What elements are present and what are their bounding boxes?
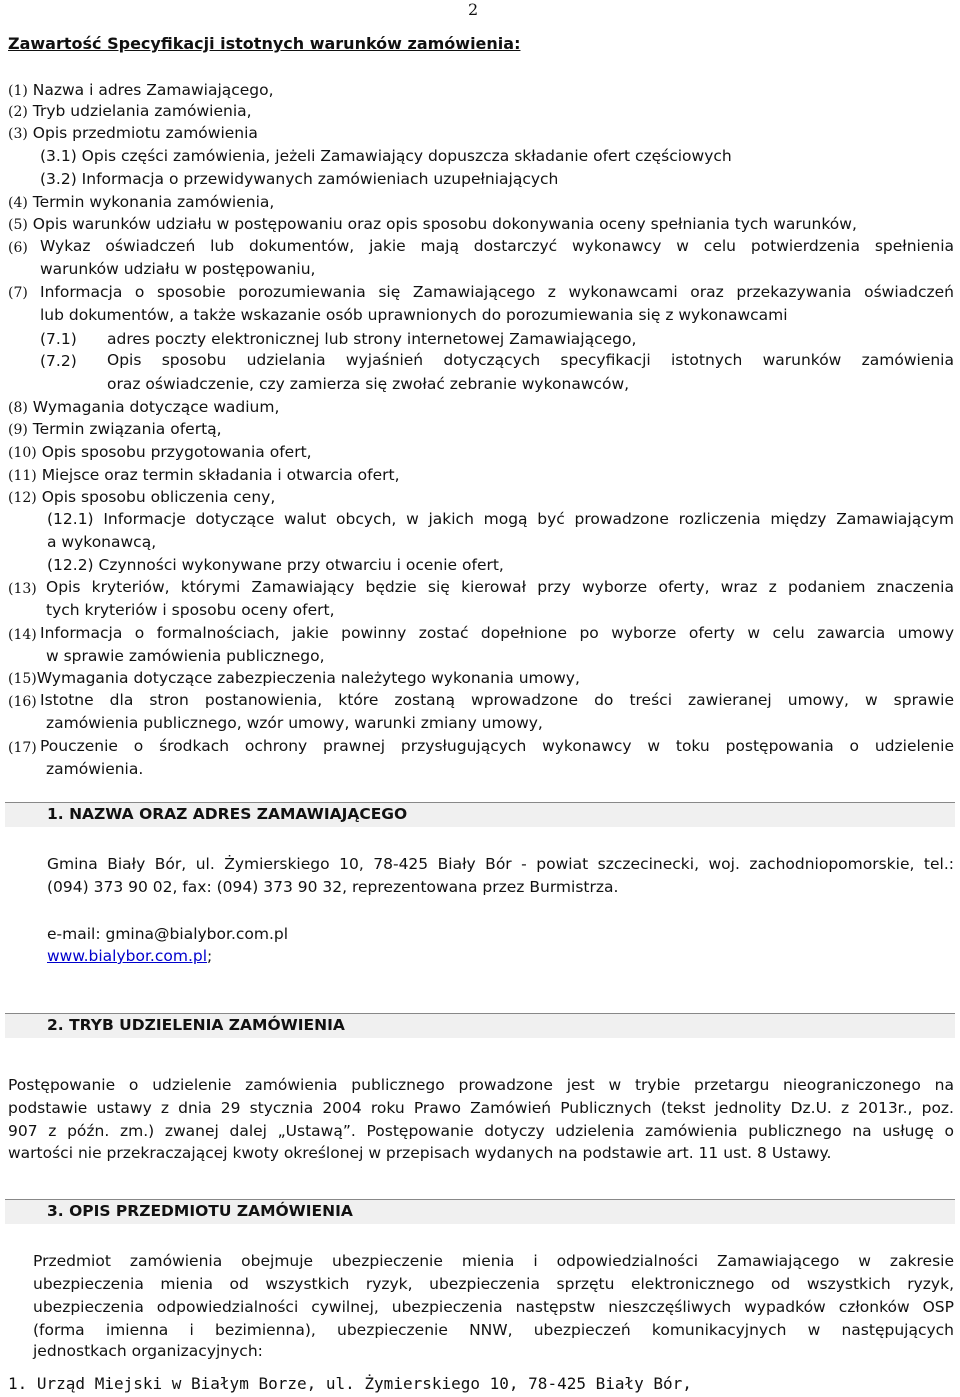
toc-item: (9) Termin związania ofertą,: [8, 420, 222, 438]
s2-paragraph-line: podstawie ustawy z dnia 29 stycznia 2004 roku Prawo Zamówień Publicznych (tekst jednolity Dz.U. z 2013r., poz.: [8, 1099, 954, 1117]
toc-item: (1) Nazwa i adres Zamawiającego,: [8, 81, 274, 99]
section-2-heading: 2. TRYB UDZIELENIA ZAMÓWIENIA: [47, 1016, 345, 1034]
toc-title: Zawartość Specyfikacji istotnych warunków zamówienia:: [8, 34, 521, 53]
toc-item: (8) Wymagania dotyczące wadium,: [8, 398, 280, 416]
toc-item: (12.1) Informacje dotyczące walut obcych, w jakich mogą być prowadzone rozliczenia między Zamawiającym: [47, 510, 954, 528]
toc-item: (5) Opis warunków udziału w postępowaniu oraz opis sposobu dokonywania oceny spełniania tych warunków,: [8, 215, 857, 233]
s3-paragraph-line: jednostkach organizacyjnych:: [33, 1342, 263, 1360]
toc-item: (2) Tryb udzielania zamówienia,: [8, 102, 252, 120]
website-link[interactable]: www.bialybor.com.pl: [47, 947, 208, 965]
toc-item: Informacja o sposobie porozumiewania się Zamawiającego z wykonawcami oraz przekazywania oświadczeń: [40, 283, 954, 301]
toc-item: Wykaz oświadczeń lub dokumentów, jakie mają dostarczyć wykonawcy w celu potwierdzenia spełnienia: [40, 237, 954, 255]
website-line: www.bialybor.com.pl;: [47, 947, 213, 965]
toc-number: (6): [8, 240, 28, 256]
toc-number: (13): [8, 581, 37, 597]
s3-paragraph-line: Przedmiot zamówienia obejmuje ubezpieczenie mienia i odpowiedzialności Zamawiającego w zakresie: [33, 1252, 954, 1270]
s3-paragraph-line: ubezpieczenia odpowiedzialności cywilnej, ubezpieczenia następstw nieszczęśliwych wypadków członków OSP: [33, 1298, 954, 1316]
toc-item: Informacja o formalnościach, jakie powinny zostać dopełnione po wyborze oferty w celu zawarcia umowy: [40, 624, 954, 642]
section-3-heading: 3. OPIS PRZEDMIOTU ZAMÓWIENIA: [47, 1202, 353, 1220]
toc-item-cont: w sprawie zamówienia publicznego,: [46, 647, 325, 665]
toc-number: (14): [8, 627, 37, 643]
toc-number: (16): [8, 694, 37, 710]
toc-item: (10) Opis sposobu przygotowania ofert,: [8, 443, 312, 461]
toc-item: Pouczenie o środkach ochrony prawnej przysługujących wykonawcy w toku postępowania o udzielenie: [40, 737, 954, 755]
section-1-heading: 1. NAZWA ORAZ ADRES ZAMAWIAJĄCEGO: [47, 805, 408, 823]
toc-item: (12) Opis sposobu obliczenia ceny,: [8, 488, 276, 506]
toc-item: (12.2) Czynności wykonywane przy otwarciu i ocenie ofert,: [47, 556, 504, 574]
s2-paragraph-line: wartości nie przekraczającej kwoty określonej w przepisach wydanych na podstawie art. 11 ust. 8 Ustawy.: [8, 1144, 832, 1162]
email-text: e-mail: gmina@bialybor.com.pl: [47, 925, 289, 943]
toc-item: (3.1) Opis części zamówienia, jeżeli Zamawiający dopuszcza składanie ofert częściowych: [40, 147, 732, 165]
s1-address-line: Gmina Biały Bór, ul. Żymierskiego 10, 78-425 Biały Bór - powiat szczecinecki, woj. zachodniopomorskie, tel.:: [47, 855, 954, 873]
toc-item-cont: tych kryteriów i sposobu oceny ofert,: [46, 601, 335, 619]
toc-item-cont: zamówienia publicznego, wzór umowy, warunki zmiany umowy,: [46, 714, 543, 732]
s3-paragraph-line: (forma imienna i bezimienna), ubezpieczenie NNW, ubezpieczeń komunikacyjnych w następujących: [33, 1321, 954, 1339]
s3-list-item: 1. Urząd Miejski w Białym Borze, ul. Żymierskiego 10, 78-425 Biały Bór,: [8, 1374, 692, 1393]
toc-item: Opis kryteriów, którymi Zamawiający będzie się kierował przy wyborze oferty, wraz z podaniem znaczenia: [46, 578, 954, 596]
toc-number: (7): [8, 285, 28, 301]
section-1-header: [5, 802, 955, 827]
page-number: 2: [468, 0, 479, 19]
toc-item-cont: zamówienia.: [46, 760, 144, 778]
toc-number: (7.2): [40, 352, 77, 370]
toc-item-cont: a wykonawcą,: [47, 533, 157, 551]
toc-item-cont: lub dokumentów, a także wskazanie osób uprawnionych do porozumiewania się z wykonawcami: [40, 306, 788, 324]
section-2-header: [5, 1013, 955, 1038]
section-3-header: [5, 1199, 955, 1224]
toc-item: (3) Opis przedmiotu zamówienia: [8, 124, 258, 142]
s2-paragraph-line: 907 z późn. zm.) zwanej dalej „Ustawą”. Postępowanie dotyczy udzielenia zamówienia publicznego na usługę o: [8, 1122, 954, 1140]
toc-item: (3.2) Informacja o przewidywanych zamówieniach uzupełniających: [40, 170, 559, 188]
toc-item-cont: warunków udziału w postępowaniu,: [40, 260, 316, 278]
s3-paragraph-line: ubezpieczenia mienia od wszystkich ryzyk, ubezpieczenia sprzętu elektronicznego od wszystkich ryzyk,: [33, 1275, 954, 1293]
toc-number: (7.1): [40, 330, 77, 348]
toc-item: adres poczty elektronicznej lub strony internetowej Zamawiającego,: [107, 330, 637, 348]
toc-item-cont: oraz oświadczenie, czy zamierza się zwołać zebranie wykonawców,: [107, 375, 630, 393]
s2-paragraph-line: Postępowanie o udzielenie zamówienia publicznego prowadzone jest w trybie przetargu nieograniczonego na: [8, 1076, 954, 1094]
toc-item: Istotne dla stron postanowienia, które zostaną wprowadzone do treści zawieranej umowy, w sprawie: [40, 691, 954, 709]
toc-number: (17): [8, 740, 37, 756]
toc-item: (11) Miejsce oraz termin składania i otwarcia ofert,: [8, 466, 400, 484]
toc-item: (15)Wymagania dotyczące zabezpieczenia należytego wykonania umowy,: [8, 669, 580, 687]
toc-item: Opis sposobu udzielania wyjaśnień dotyczących specyfikacji istotnych warunków zamówienia: [107, 351, 954, 369]
toc-item: (4) Termin wykonania zamówienia,: [8, 193, 275, 211]
s1-phone-line: (094) 373 90 02, fax: (094) 373 90 32, reprezentowana przez Burmistrza.: [47, 878, 619, 896]
